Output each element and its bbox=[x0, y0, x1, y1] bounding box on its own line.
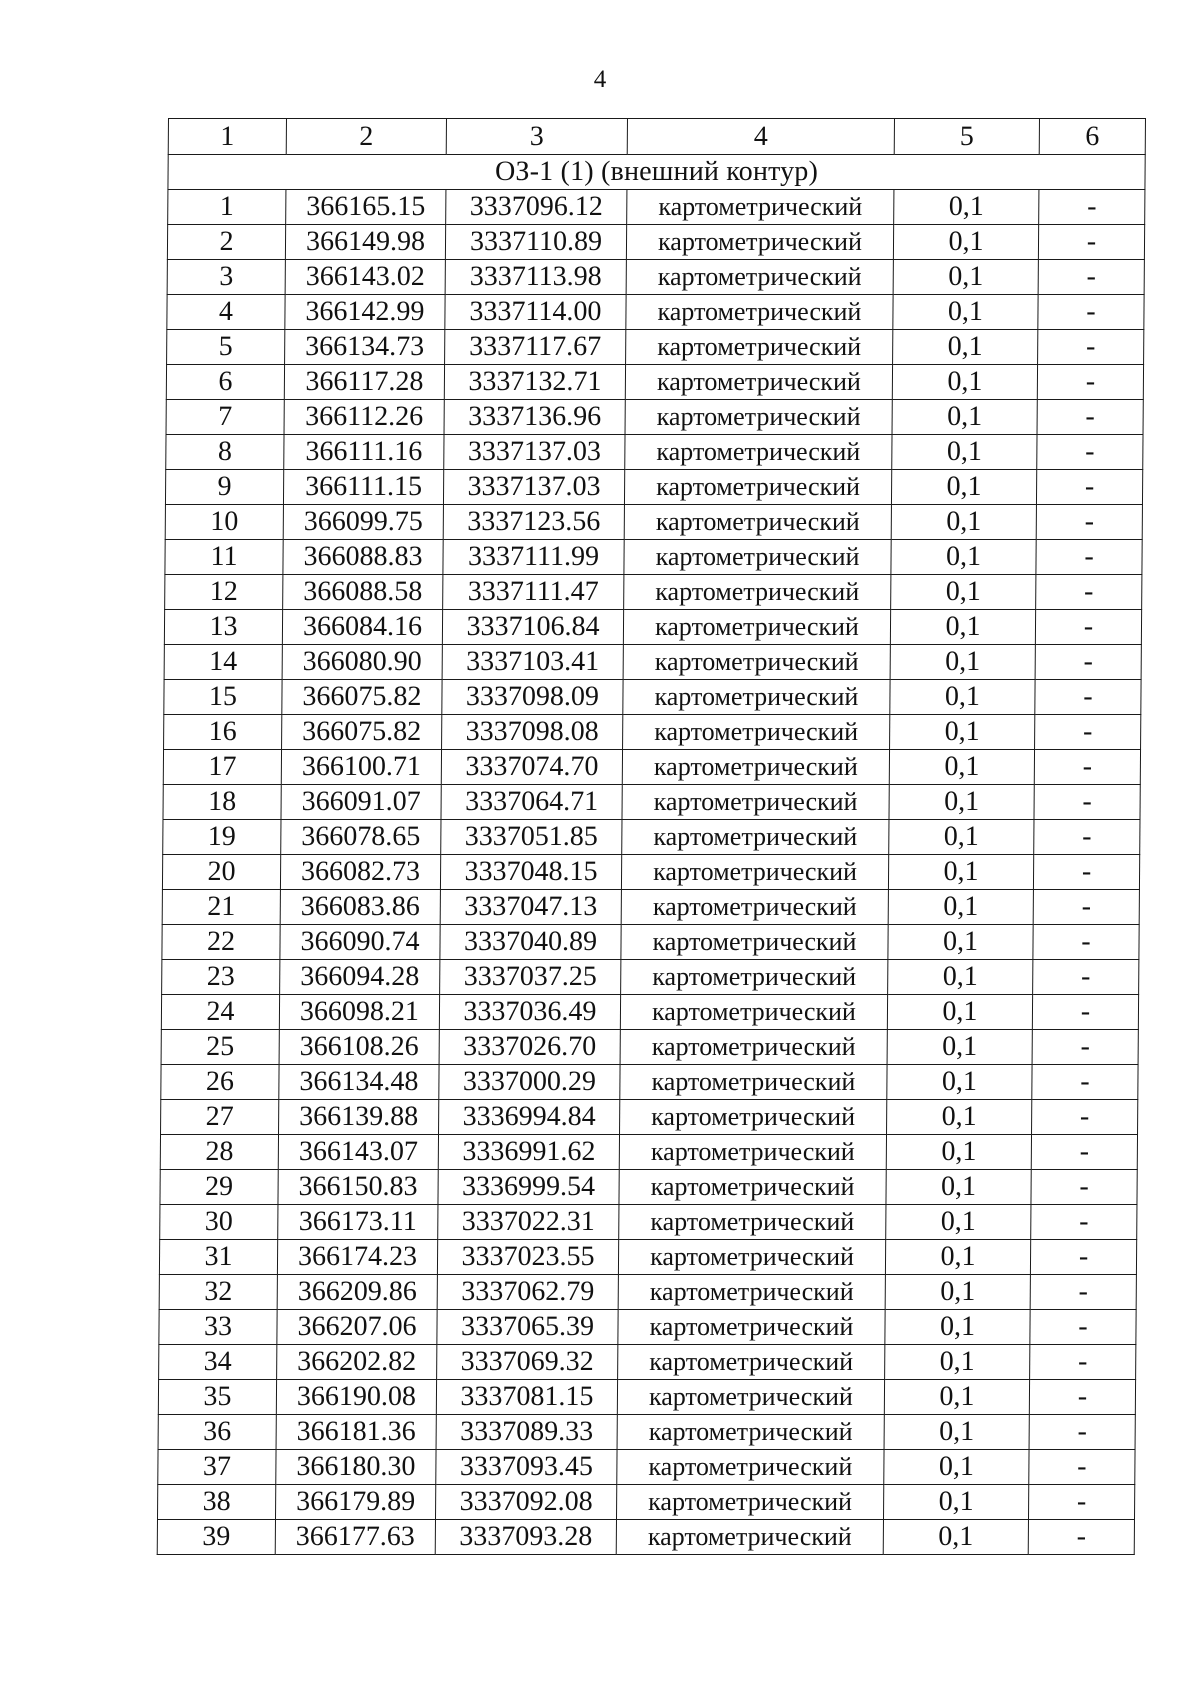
method-cell: картометрический bbox=[626, 330, 893, 365]
note-cell: - bbox=[1032, 995, 1138, 1030]
table-row bbox=[164, 680, 1141, 715]
y-coordinate-cell: 3337111.99 bbox=[443, 540, 624, 575]
section-title-row bbox=[168, 155, 1145, 190]
note-cell: - bbox=[1038, 330, 1144, 365]
accuracy-cell: 0,1 bbox=[891, 540, 1036, 575]
accuracy-cell: 0,1 bbox=[890, 680, 1035, 715]
table-row bbox=[158, 1415, 1135, 1450]
point-number-cell: 3 bbox=[167, 260, 285, 295]
x-coordinate-cell: 366094.28 bbox=[280, 960, 440, 995]
y-coordinate-cell: 3337064.71 bbox=[441, 785, 622, 820]
accuracy-cell: 0,1 bbox=[893, 225, 1038, 260]
method-cell: картометрический bbox=[622, 820, 889, 855]
point-number-cell: 20 bbox=[162, 855, 280, 890]
point-number-cell: 28 bbox=[160, 1135, 278, 1170]
accuracy-cell: 0,1 bbox=[887, 1065, 1032, 1100]
method-cell: картометрический bbox=[617, 1380, 884, 1415]
y-coordinate-cell: 3337098.08 bbox=[442, 715, 623, 750]
point-number-cell: 23 bbox=[162, 960, 280, 995]
table-row bbox=[162, 960, 1139, 995]
section-title: ОЗ-1 (1) (внешний контур) bbox=[168, 155, 1145, 190]
table-row bbox=[158, 1380, 1135, 1415]
x-coordinate-cell: 366139.88 bbox=[279, 1100, 439, 1135]
accuracy-cell: 0,1 bbox=[893, 295, 1038, 330]
method-cell: картометрический bbox=[619, 1170, 886, 1205]
y-coordinate-cell: 3337062.79 bbox=[437, 1275, 618, 1310]
accuracy-cell: 0,1 bbox=[891, 470, 1036, 505]
point-number-cell: 2 bbox=[167, 225, 285, 260]
note-cell: - bbox=[1029, 1415, 1135, 1450]
point-number-cell: 21 bbox=[162, 890, 280, 925]
note-cell: - bbox=[1033, 890, 1139, 925]
y-coordinate-cell: 3337023.55 bbox=[437, 1240, 618, 1275]
x-coordinate-cell: 366082.73 bbox=[280, 855, 440, 890]
x-coordinate-cell: 366098.21 bbox=[279, 995, 439, 1030]
method-cell: картометрический bbox=[624, 505, 891, 540]
accuracy-cell: 0,1 bbox=[888, 890, 1033, 925]
table-row bbox=[160, 1205, 1137, 1240]
column-header-6: 6 bbox=[1039, 119, 1145, 155]
y-coordinate-cell: 3337047.13 bbox=[440, 890, 621, 925]
method-cell: картометрический bbox=[621, 855, 888, 890]
x-coordinate-cell: 366181.36 bbox=[276, 1415, 436, 1450]
point-number-cell: 13 bbox=[164, 610, 282, 645]
table-row bbox=[162, 925, 1139, 960]
method-cell: картометрический bbox=[620, 1030, 887, 1065]
table-row bbox=[157, 1520, 1134, 1555]
table-row bbox=[160, 1135, 1137, 1170]
table-row bbox=[159, 1345, 1136, 1380]
table-row bbox=[165, 540, 1142, 575]
note-cell: - bbox=[1039, 190, 1145, 225]
method-cell: картометрический bbox=[623, 680, 890, 715]
accuracy-cell: 0,1 bbox=[888, 925, 1033, 960]
accuracy-cell: 0,1 bbox=[891, 575, 1036, 610]
method-cell: картометрический bbox=[622, 785, 889, 820]
note-cell: - bbox=[1028, 1485, 1134, 1520]
table-body bbox=[157, 155, 1145, 1555]
y-coordinate-cell: 3336999.54 bbox=[438, 1170, 619, 1205]
page-number: 4 bbox=[593, 66, 607, 93]
note-cell: - bbox=[1036, 505, 1142, 540]
note-cell: - bbox=[1036, 575, 1142, 610]
table-row bbox=[161, 995, 1138, 1030]
y-coordinate-cell: 3337026.70 bbox=[439, 1030, 620, 1065]
table-row bbox=[165, 505, 1142, 540]
x-coordinate-cell: 366078.65 bbox=[281, 820, 441, 855]
y-coordinate-cell: 3337096.12 bbox=[446, 190, 627, 225]
method-cell: картометрический bbox=[620, 995, 887, 1030]
point-number-cell: 5 bbox=[167, 330, 285, 365]
x-coordinate-cell: 366111.15 bbox=[283, 470, 443, 505]
table-row bbox=[167, 295, 1144, 330]
note-cell: - bbox=[1028, 1520, 1134, 1555]
y-coordinate-cell: 3336994.84 bbox=[439, 1100, 620, 1135]
method-cell: картометрический bbox=[621, 890, 888, 925]
point-number-cell: 33 bbox=[159, 1310, 277, 1345]
accuracy-cell: 0,1 bbox=[884, 1415, 1029, 1450]
point-number-cell: 15 bbox=[164, 680, 282, 715]
y-coordinate-cell: 3337074.70 bbox=[441, 750, 622, 785]
point-number-cell: 38 bbox=[157, 1485, 275, 1520]
x-coordinate-cell: 366165.15 bbox=[286, 190, 446, 225]
table-row bbox=[167, 225, 1144, 260]
method-cell: картометрический bbox=[616, 1485, 883, 1520]
table-row bbox=[162, 890, 1139, 925]
accuracy-cell: 0,1 bbox=[885, 1275, 1030, 1310]
x-coordinate-cell: 366084.16 bbox=[282, 610, 442, 645]
accuracy-cell: 0,1 bbox=[892, 365, 1037, 400]
x-coordinate-cell: 366075.82 bbox=[282, 680, 442, 715]
table-row bbox=[164, 715, 1141, 750]
method-cell: картометрический bbox=[625, 365, 892, 400]
accuracy-cell: 0,1 bbox=[883, 1485, 1028, 1520]
column-header-1: 1 bbox=[168, 119, 286, 155]
y-coordinate-cell: 3337000.29 bbox=[439, 1065, 620, 1100]
note-cell: - bbox=[1035, 645, 1141, 680]
note-cell: - bbox=[1029, 1380, 1135, 1415]
method-cell: картометрический bbox=[623, 645, 890, 680]
table-row bbox=[163, 820, 1140, 855]
method-cell: картометрический bbox=[618, 1345, 885, 1380]
y-coordinate-cell: 3337123.56 bbox=[443, 505, 624, 540]
y-coordinate-cell: 3337103.41 bbox=[442, 645, 623, 680]
note-cell: - bbox=[1030, 1240, 1136, 1275]
method-cell: картометрический bbox=[626, 260, 893, 295]
accuracy-cell: 0,1 bbox=[887, 1100, 1032, 1135]
accuracy-cell: 0,1 bbox=[884, 1450, 1029, 1485]
accuracy-cell: 0,1 bbox=[893, 260, 1038, 295]
table-row bbox=[166, 400, 1143, 435]
table-row bbox=[161, 1100, 1138, 1135]
point-number-cell: 1 bbox=[168, 190, 286, 225]
note-cell: - bbox=[1031, 1135, 1137, 1170]
method-cell: картометрический bbox=[625, 435, 892, 470]
point-number-cell: 14 bbox=[164, 645, 282, 680]
x-coordinate-cell: 366083.86 bbox=[280, 890, 440, 925]
note-cell: - bbox=[1030, 1275, 1136, 1310]
y-coordinate-cell: 3337022.31 bbox=[438, 1205, 619, 1240]
method-cell: картометрический bbox=[621, 960, 888, 995]
table-row bbox=[166, 365, 1143, 400]
accuracy-cell: 0,1 bbox=[892, 435, 1037, 470]
point-number-cell: 36 bbox=[158, 1415, 276, 1450]
accuracy-cell: 0,1 bbox=[885, 1345, 1030, 1380]
y-coordinate-cell: 3337137.03 bbox=[444, 435, 625, 470]
column-header-5: 5 bbox=[894, 119, 1039, 155]
x-coordinate-cell: 366134.48 bbox=[279, 1065, 439, 1100]
method-cell: картометрический bbox=[620, 1065, 887, 1100]
method-cell: картометрический bbox=[626, 295, 893, 330]
accuracy-cell: 0,1 bbox=[883, 1520, 1028, 1555]
method-cell: картометрический bbox=[618, 1240, 885, 1275]
point-number-cell: 27 bbox=[161, 1100, 279, 1135]
accuracy-cell: 0,1 bbox=[889, 820, 1034, 855]
column-header-4: 4 bbox=[627, 119, 894, 155]
note-cell: - bbox=[1030, 1345, 1136, 1380]
accuracy-cell: 0,1 bbox=[888, 960, 1033, 995]
point-number-cell: 19 bbox=[163, 820, 281, 855]
accuracy-cell: 0,1 bbox=[891, 505, 1036, 540]
point-number-cell: 22 bbox=[162, 925, 280, 960]
accuracy-cell: 0,1 bbox=[893, 330, 1038, 365]
point-number-cell: 30 bbox=[160, 1205, 278, 1240]
note-cell: - bbox=[1034, 820, 1140, 855]
y-coordinate-cell: 3337092.08 bbox=[435, 1485, 616, 1520]
y-coordinate-cell: 3337065.39 bbox=[437, 1310, 618, 1345]
point-number-cell: 29 bbox=[160, 1170, 278, 1205]
y-coordinate-cell: 3337114.00 bbox=[445, 295, 626, 330]
point-number-cell: 10 bbox=[165, 505, 283, 540]
note-cell: - bbox=[1033, 960, 1139, 995]
y-coordinate-cell: 3337110.89 bbox=[445, 225, 626, 260]
coordinates-table bbox=[157, 118, 1146, 1555]
point-number-cell: 37 bbox=[158, 1450, 276, 1485]
method-cell: картометрический bbox=[617, 1450, 884, 1485]
column-number-header-row bbox=[168, 119, 1145, 155]
y-coordinate-cell: 3337093.45 bbox=[436, 1450, 617, 1485]
table-row bbox=[165, 575, 1142, 610]
x-coordinate-cell: 366149.98 bbox=[285, 225, 445, 260]
accuracy-cell: 0,1 bbox=[890, 645, 1035, 680]
x-coordinate-cell: 366088.58 bbox=[283, 575, 443, 610]
y-coordinate-cell: 3337040.89 bbox=[440, 925, 621, 960]
point-number-cell: 35 bbox=[158, 1380, 276, 1415]
note-cell: - bbox=[1038, 260, 1144, 295]
y-coordinate-cell: 3337093.28 bbox=[435, 1520, 616, 1555]
x-coordinate-cell: 366209.86 bbox=[277, 1275, 437, 1310]
point-number-cell: 4 bbox=[167, 295, 285, 330]
accuracy-cell: 0,1 bbox=[890, 715, 1035, 750]
point-number-cell: 17 bbox=[163, 750, 281, 785]
note-cell: - bbox=[1037, 435, 1143, 470]
x-coordinate-cell: 366090.74 bbox=[280, 925, 440, 960]
y-coordinate-cell: 3337089.33 bbox=[436, 1415, 617, 1450]
accuracy-cell: 0,1 bbox=[889, 750, 1034, 785]
accuracy-cell: 0,1 bbox=[884, 1380, 1029, 1415]
method-cell: картометрический bbox=[619, 1205, 886, 1240]
table-row bbox=[161, 1065, 1138, 1100]
point-number-cell: 25 bbox=[161, 1030, 279, 1065]
point-number-cell: 16 bbox=[164, 715, 282, 750]
y-coordinate-cell: 3337051.85 bbox=[441, 820, 622, 855]
table-row bbox=[157, 1485, 1134, 1520]
table-row bbox=[163, 750, 1140, 785]
y-coordinate-cell: 3337111.47 bbox=[443, 575, 624, 610]
x-coordinate-cell: 366100.71 bbox=[281, 750, 441, 785]
table-row bbox=[159, 1310, 1136, 1345]
x-coordinate-cell: 366150.83 bbox=[278, 1170, 438, 1205]
table-row bbox=[165, 470, 1142, 505]
y-coordinate-cell: 3337081.15 bbox=[436, 1380, 617, 1415]
method-cell: картометрический bbox=[625, 400, 892, 435]
x-coordinate-cell: 366143.07 bbox=[278, 1135, 438, 1170]
table-row bbox=[161, 1030, 1138, 1065]
table-row bbox=[168, 190, 1145, 225]
table-row bbox=[164, 610, 1141, 645]
y-coordinate-cell: 3337106.84 bbox=[442, 610, 623, 645]
note-cell: - bbox=[1035, 715, 1141, 750]
note-cell: - bbox=[1030, 1310, 1136, 1345]
column-header-2: 2 bbox=[286, 119, 446, 155]
accuracy-cell: 0,1 bbox=[889, 785, 1034, 820]
note-cell: - bbox=[1033, 925, 1139, 960]
x-coordinate-cell: 366111.16 bbox=[284, 435, 444, 470]
note-cell: - bbox=[1037, 400, 1143, 435]
y-coordinate-cell: 3337132.71 bbox=[444, 365, 625, 400]
point-number-cell: 32 bbox=[159, 1275, 277, 1310]
note-cell: - bbox=[1034, 750, 1140, 785]
note-cell: - bbox=[1036, 470, 1142, 505]
y-coordinate-cell: 3337036.49 bbox=[439, 995, 620, 1030]
method-cell: картометрический bbox=[617, 1415, 884, 1450]
y-coordinate-cell: 3337048.15 bbox=[440, 855, 621, 890]
note-cell: - bbox=[1034, 785, 1140, 820]
x-coordinate-cell: 366075.82 bbox=[282, 715, 442, 750]
note-cell: - bbox=[1036, 540, 1142, 575]
point-number-cell: 11 bbox=[165, 540, 283, 575]
y-coordinate-cell: 3337136.96 bbox=[444, 400, 625, 435]
method-cell: картометрический bbox=[621, 925, 888, 960]
method-cell: картометрический bbox=[616, 1520, 883, 1555]
method-cell: картометрический bbox=[618, 1275, 885, 1310]
point-number-cell: 8 bbox=[166, 435, 284, 470]
note-cell: - bbox=[1031, 1205, 1137, 1240]
method-cell: картометрический bbox=[624, 540, 891, 575]
point-number-cell: 7 bbox=[166, 400, 284, 435]
note-cell: - bbox=[1032, 1065, 1138, 1100]
point-number-cell: 34 bbox=[159, 1345, 277, 1380]
accuracy-cell: 0,1 bbox=[892, 400, 1037, 435]
note-cell: - bbox=[1032, 1100, 1138, 1135]
method-cell: картометрический bbox=[624, 470, 891, 505]
method-cell: картометрический bbox=[623, 610, 890, 645]
x-coordinate-cell: 366173.11 bbox=[278, 1205, 438, 1240]
x-coordinate-cell: 366174.23 bbox=[277, 1240, 437, 1275]
x-coordinate-cell: 366142.99 bbox=[285, 295, 445, 330]
note-cell: - bbox=[1032, 1030, 1138, 1065]
point-number-cell: 12 bbox=[165, 575, 283, 610]
note-cell: - bbox=[1031, 1170, 1137, 1205]
y-coordinate-cell: 3337117.67 bbox=[445, 330, 626, 365]
accuracy-cell: 0,1 bbox=[887, 995, 1032, 1030]
y-coordinate-cell: 3337137.03 bbox=[443, 470, 624, 505]
x-coordinate-cell: 366117.28 bbox=[284, 365, 444, 400]
accuracy-cell: 0,1 bbox=[890, 610, 1035, 645]
note-cell: - bbox=[1033, 855, 1139, 890]
accuracy-cell: 0,1 bbox=[886, 1170, 1031, 1205]
table-row bbox=[159, 1275, 1136, 1310]
x-coordinate-cell: 366112.26 bbox=[284, 400, 444, 435]
note-cell: - bbox=[1035, 680, 1141, 715]
accuracy-cell: 0,1 bbox=[894, 190, 1039, 225]
y-coordinate-cell: 3337069.32 bbox=[437, 1345, 618, 1380]
accuracy-cell: 0,1 bbox=[886, 1205, 1031, 1240]
table-row bbox=[166, 435, 1143, 470]
method-cell: картометрический bbox=[626, 225, 893, 260]
table-row bbox=[163, 785, 1140, 820]
point-number-cell: 6 bbox=[166, 365, 284, 400]
table-row bbox=[158, 1450, 1135, 1485]
method-cell: картометрический bbox=[622, 750, 889, 785]
x-coordinate-cell: 366143.02 bbox=[285, 260, 445, 295]
note-cell: - bbox=[1038, 295, 1144, 330]
note-cell: - bbox=[1029, 1450, 1135, 1485]
x-coordinate-cell: 366207.06 bbox=[277, 1310, 437, 1345]
accuracy-cell: 0,1 bbox=[885, 1310, 1030, 1345]
x-coordinate-cell: 366108.26 bbox=[279, 1030, 439, 1065]
column-header-3: 3 bbox=[446, 119, 627, 155]
table-row bbox=[159, 1240, 1136, 1275]
y-coordinate-cell: 3337037.25 bbox=[440, 960, 621, 995]
x-coordinate-cell: 366180.30 bbox=[276, 1450, 436, 1485]
point-number-cell: 26 bbox=[161, 1065, 279, 1100]
method-cell: картометрический bbox=[624, 575, 891, 610]
x-coordinate-cell: 366091.07 bbox=[281, 785, 441, 820]
table-row bbox=[164, 645, 1141, 680]
note-cell: - bbox=[1038, 225, 1144, 260]
point-number-cell: 24 bbox=[161, 995, 279, 1030]
table-row bbox=[167, 330, 1144, 365]
x-coordinate-cell: 366202.82 bbox=[277, 1345, 437, 1380]
accuracy-cell: 0,1 bbox=[886, 1135, 1031, 1170]
x-coordinate-cell: 366099.75 bbox=[283, 505, 443, 540]
point-number-cell: 31 bbox=[159, 1240, 277, 1275]
x-coordinate-cell: 366134.73 bbox=[285, 330, 445, 365]
table-row bbox=[160, 1170, 1137, 1205]
method-cell: картометрический bbox=[623, 715, 890, 750]
method-cell: картометрический bbox=[627, 190, 894, 225]
point-number-cell: 39 bbox=[157, 1520, 275, 1555]
point-number-cell: 18 bbox=[163, 785, 281, 820]
note-cell: - bbox=[1035, 610, 1141, 645]
x-coordinate-cell: 366080.90 bbox=[282, 645, 442, 680]
method-cell: картометрический bbox=[620, 1100, 887, 1135]
accuracy-cell: 0,1 bbox=[885, 1240, 1030, 1275]
x-coordinate-cell: 366179.89 bbox=[275, 1485, 435, 1520]
x-coordinate-cell: 366088.83 bbox=[283, 540, 443, 575]
accuracy-cell: 0,1 bbox=[887, 1030, 1032, 1065]
note-cell: - bbox=[1037, 365, 1143, 400]
y-coordinate-cell: 3336991.62 bbox=[438, 1135, 619, 1170]
table-row bbox=[162, 855, 1139, 890]
method-cell: картометрический bbox=[618, 1310, 885, 1345]
x-coordinate-cell: 366177.63 bbox=[275, 1520, 435, 1555]
point-number-cell: 9 bbox=[165, 470, 283, 505]
y-coordinate-cell: 3337113.98 bbox=[445, 260, 626, 295]
accuracy-cell: 0,1 bbox=[888, 855, 1033, 890]
method-cell: картометрический bbox=[619, 1135, 886, 1170]
x-coordinate-cell: 366190.08 bbox=[276, 1380, 436, 1415]
table-row bbox=[167, 260, 1144, 295]
y-coordinate-cell: 3337098.09 bbox=[442, 680, 623, 715]
